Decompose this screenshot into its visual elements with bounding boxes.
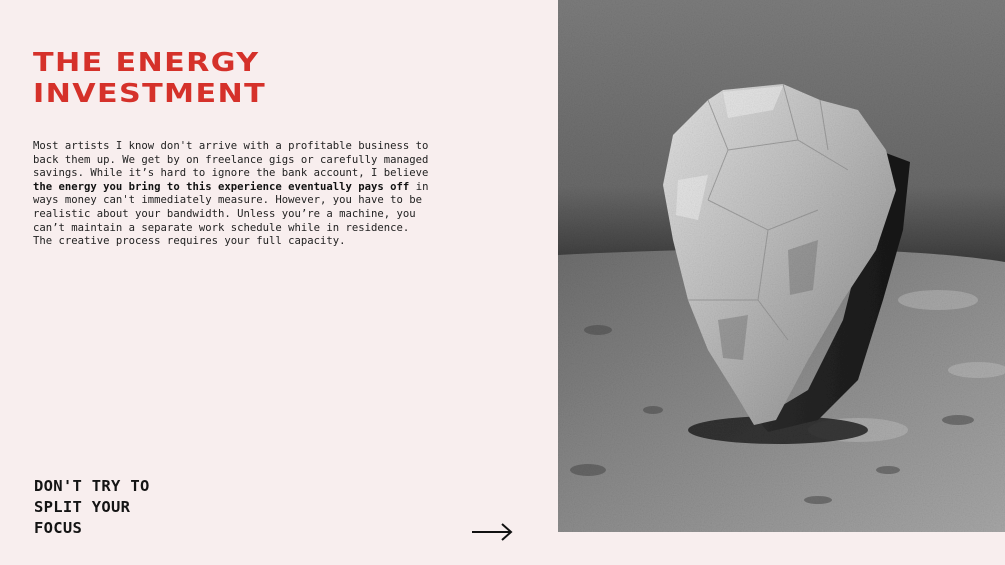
callout-line-1: DON'T TRY TO — [34, 477, 150, 495]
body-paragraph — [33, 140, 433, 249]
body-emphasis: the energy you bring to this experience eventually pays off — [33, 180, 410, 193]
right-arrow-icon[interactable] — [470, 520, 514, 544]
title-line-1: THE ENERGY — [33, 48, 260, 78]
callout-line-2: SPLIT YOUR — [34, 498, 131, 516]
body-intro: Most artists I know don't arrive with a profitable business to back them up. We get by on freelance gigs or carefully managed savings. While it’s hard to ignore the bank account, I believe — [33, 140, 429, 180]
callout-text — [34, 476, 150, 539]
title-line-2: INVESTMENT — [33, 79, 267, 109]
page-title — [33, 48, 266, 110]
rock-photo — [558, 0, 1005, 532]
callout-line-3: FOCUS — [34, 519, 83, 537]
body-outro: in ways money can't immediately measure. However, you have to be realistic about your bandwidth. Unless you’re a machine, you can’t maintain a separate work schedule while in residence. The creative process requires your full capacity. — [33, 180, 429, 248]
